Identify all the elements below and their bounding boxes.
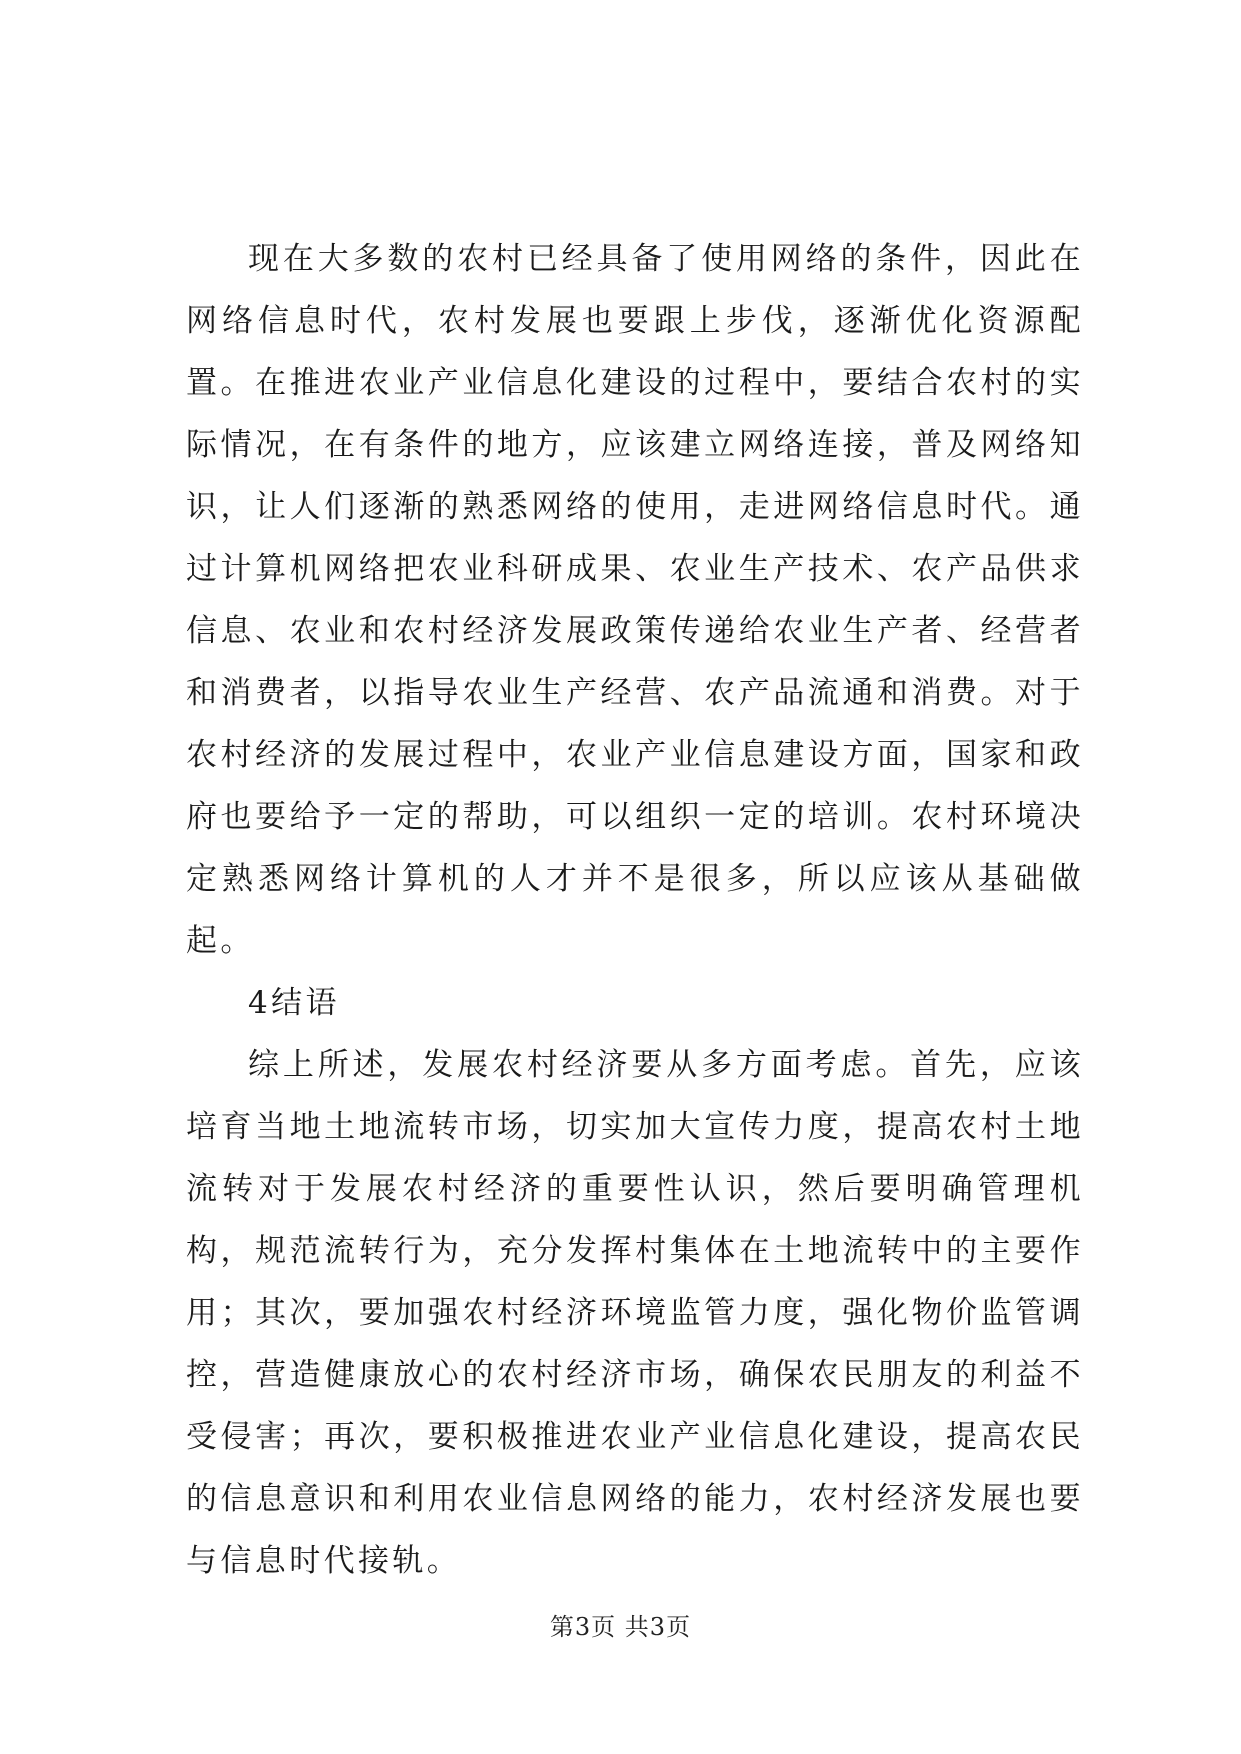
section-heading-conclusion: 4结语 — [248, 985, 340, 1021]
paragraph-network-informatization: 现在大多数的农村已经具备了使用网络的条件，因此在网络信息时代，农村发展也要跟上步伐，逐渐优化资源配置。在推进农业产业信息化建设的过程中，要结合农村的实际情况，在有条件的地方，应该建立网络连接，普及网络知识，让人们逐渐的熟悉网络的使用，走进网络信息时代。通过计算机网络把农业科研成果、农业生产技术、农产品供求信息、农业和农村经济发展政策传递给农业生产者、经营者和消费者，以指导农业生产经营、农产品流通和消费。对于农村经济的发展过程中，农业产业信息建设方面，国家和政府也要给予一定的帮助，可以组织一定的培训。农村环境决定熟悉网络计算机的人才并不是很多，所以应该从基础做起。 — [186, 241, 1084, 959]
document-body — [186, 228, 1084, 1592]
paragraph-conclusion: 综上所述，发展农村经济要从多方面考虑。首先，应该培育当地土地流转市场，切实加大宣传力度，提高农村土地流转对于发展农村经济的重要性认识，然后要明确管理机构，规范流转行为，充分发挥村集体在土地流转中的主要作用；其次，要加强农村经济环境监管力度，强化物价监管调控，营造健康放心的农村经济市场，确保农民朋友的利益不受侵害；再次，要积极推进农业产业信息化建设，提高农民的信息意识和利用农业信息网络的能力，农村经济发展也要与信息时代接轨。 — [186, 1047, 1084, 1579]
page-footer: 第3页 共3页 — [549, 1613, 692, 1641]
